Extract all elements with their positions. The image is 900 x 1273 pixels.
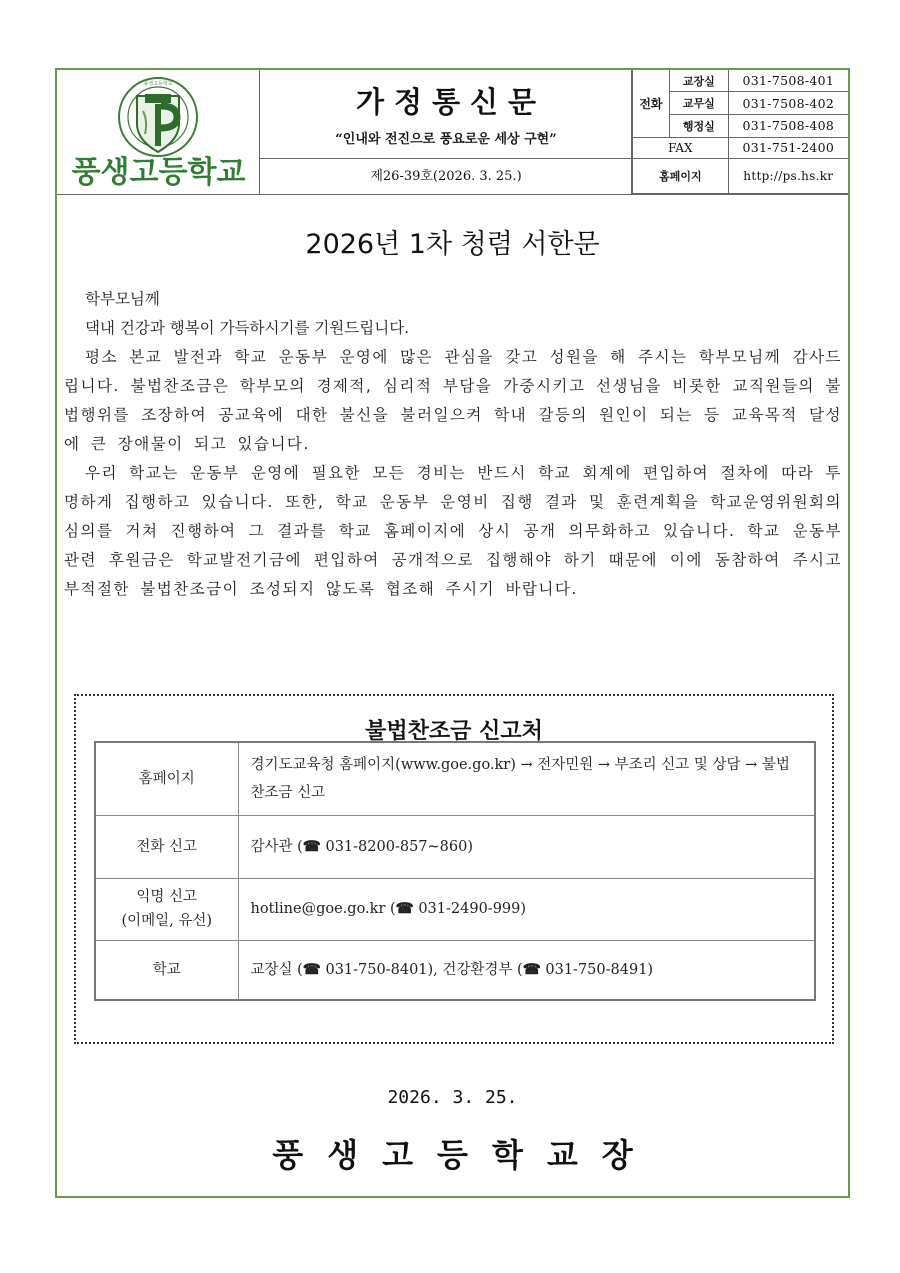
phone-number: 031-7508-401 <box>728 70 848 92</box>
report-table <box>94 741 816 1001</box>
homepage-row <box>633 159 849 194</box>
principal-signature: 풍생고등학교장 <box>272 1136 657 1174</box>
row-value: hotline@goe.go.kr (☎ 031-2490-999) <box>238 878 815 940</box>
fax-label: FAX <box>633 137 729 158</box>
table-row <box>95 815 815 878</box>
newsletter-title: 가정통신문 <box>355 85 547 119</box>
report-title: 불법찬조금 신고처 <box>365 718 543 744</box>
phone-icon: ☎ <box>302 837 321 855</box>
fax-row <box>633 137 849 158</box>
salutation: 학부모님께 <box>85 290 160 308</box>
homepage-link[interactable]: http://ps.hs.kr <box>728 159 848 194</box>
email-link[interactable]: hotline@goe.go.kr ( <box>250 901 396 917</box>
table-row <box>95 878 815 940</box>
row-label: 전화 신고 <box>95 815 238 878</box>
letter-body <box>64 285 842 604</box>
table-row <box>95 940 815 1000</box>
row-label: 홈페이지 <box>95 742 238 815</box>
newsletter-page <box>55 68 850 1198</box>
school-motto: “인내와 전진으로 풍요로운 세상 구현” <box>335 132 557 147</box>
room-label: 행정실 <box>669 115 728 138</box>
phone-icon: ☎ <box>522 960 541 978</box>
svg-text:풍생고등학교: 풍생고등학교 <box>143 81 173 87</box>
school-name-logo: 풍생고등학교 <box>71 155 246 190</box>
phone-icon: ☎ <box>395 900 414 917</box>
row-label: 학교 <box>95 940 238 1000</box>
row-value: 경기도교육청 홈페이지(www.goe.go.kr) → 전자민원 → 부조리 신고 및 상담 → 불법찬조금 신고 <box>238 742 815 815</box>
phone-number: 031-7508-402 <box>728 92 848 115</box>
fax-number: 031-751-2400 <box>728 137 848 158</box>
room-label: 교무실 <box>669 92 728 115</box>
report-contacts-box <box>74 694 834 1044</box>
row-value: 교장실 (☎ 031-750-8401), 건강환경부 (☎ 031-750-8491) <box>238 940 815 1000</box>
row-value: 감사관 (☎ 031-8200-857~860) <box>238 815 815 878</box>
row-label: 익명 신고 (이메일, 유선) <box>95 878 238 940</box>
phone-number: 031-7508-408 <box>728 115 848 138</box>
document-title: 2026년 1차 청렴 서한문 <box>305 229 600 260</box>
room-label: 교장실 <box>669 70 728 92</box>
contact-table <box>632 70 848 194</box>
closing-date: 2026. 3. 25. <box>387 1087 518 1108</box>
greeting: 댁내 건강과 행복이 가득하시기를 기원드립니다. <box>85 319 410 337</box>
paragraph: 평소 본교 발전과 학교 운동부 운영에 많은 관심을 갖고 성원을 해 주시는 학부모님께 감사드립니다. 불법찬조금은 학부모의 경제적, 심리적 부담을 가중시키고 선생님을 비롯한 교직원들의 불법행위를 조장하여 공교육에 대한 불신을 불러일으켜 학내 갈등의 원인이 되는 등 교육목적 달성에 큰 장애물이 되고 있습니다. <box>64 348 842 453</box>
table-row <box>95 742 815 815</box>
issue-number: 제26-39호(2026. 3. 25.) <box>370 169 522 184</box>
phone-icon: ☎ <box>302 960 321 978</box>
contact-row <box>633 70 849 92</box>
newsletter-header <box>57 70 848 195</box>
phone-label: 전화 <box>633 70 670 137</box>
school-logo-cell <box>57 70 260 194</box>
paragraph: 우리 학교는 운동부 운영에 필요한 모든 경비는 반드시 학교 회계에 편입하여 절차에 따라 투명하게 집행하고 있습니다. 또한, 학교 운동부 운영비 집행 결과 및 훈련계획을 학교운영위원회의 심의를 거쳐 진행하여 그 결과를 학교 홈페이지에 상시 공개 의무화하고 있습니다. 학교 운동부 관련 후원금은 학교발전기금에 편입하여 공개적으로 집행해야 하기 때문에 이에 동참하여 주시고 부적절한 불법찬조금이 조성되지 않도록 협조해 주시기 바랍니다. <box>64 464 842 598</box>
homepage-label: 홈페이지 <box>633 159 729 194</box>
title-cell <box>260 70 632 194</box>
school-emblem-icon <box>115 76 201 158</box>
